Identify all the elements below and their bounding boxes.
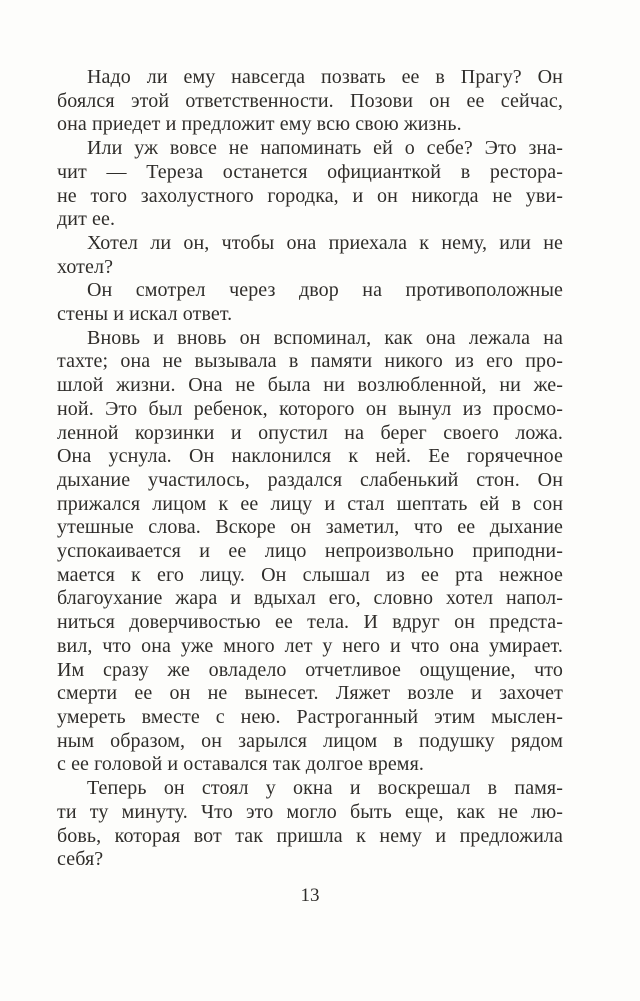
paragraph [57, 327, 563, 777]
paragraph [57, 777, 563, 872]
text-line: Им сразу же овладело отчетливое ощущение, что [57, 658, 563, 681]
text-line: ленной корзинки и опустил на берег своего ложа. [57, 421, 563, 444]
text-line: Надо ли ему навсегда позвать ее в Прагу? Он [87, 66, 563, 88]
paragraph [57, 232, 563, 279]
text-line: дит ее. [57, 208, 116, 231]
text-line: ти ту минуту. Что это могло быть еще, как не лю- [57, 800, 563, 823]
text-line: Вновь и вновь он вспоминал, как она лежала на [87, 326, 563, 349]
text-line: умереть вместе с нею. Растроганный этим мыслен- [57, 705, 563, 728]
text-line: шлой жизни. Она не была ни возлюбленной, ни же- [57, 374, 563, 397]
text-line: она приедет и предложит ему всю свою жизнь. [57, 113, 462, 136]
text-line: прижался лицом к ее лицу и стал шептать ей в сон [57, 492, 563, 515]
text-line: бовь, которая вот так пришла к нему и предложила [57, 824, 563, 847]
text-line: Теперь он стоял у окна и воскрешал в памя- [87, 777, 563, 800]
page-text [57, 66, 563, 872]
paragraph [57, 66, 563, 137]
text-line: ным образом, он зарылся лицом в подушку рядом [57, 729, 563, 752]
text-line: вил, что она уже много лет у него и что она умирает. [57, 634, 563, 657]
text-line: дыхание участилось, раздался слабенький стон. Он [57, 468, 563, 491]
text-line: тахте; она не вызывала в памяти никого из его про- [57, 350, 563, 373]
text-line: ной. Это был ребенок, которого он вынул из просмо- [57, 397, 563, 420]
text-line: не того захолустного городка, и он никогда не уви- [57, 184, 563, 207]
text-line: боялся этой ответственности. Позови он ее сейчас, [57, 89, 563, 112]
text-line: успокаивается и ее лицо непроизвольно приподни- [57, 540, 563, 563]
page-number: 13 [300, 885, 320, 906]
text-line: утешные слова. Вскоре он заметил, что ее дыхание [57, 516, 563, 539]
text-line: Или уж вовсе не напоминать ей о себе? Это зна- [87, 137, 563, 160]
text-line: Хотел ли он, чтобы она приехала к нему, или не [87, 231, 563, 254]
text-line: благоухание жара и вдыхал его, словно хотел напол- [57, 587, 563, 610]
paragraph [57, 137, 563, 232]
text-line: смерти ее он не вынесет. Ляжет возле и захочет [57, 682, 563, 705]
text-line: стены и искал ответ. [57, 303, 233, 326]
text-line: себя? [57, 848, 104, 871]
text-line: Она уснула. Он наклонился к ней. Ее горячечное [57, 445, 563, 468]
text-line: ниться доверчивостью ее тела. И вдруг он предста- [57, 611, 563, 634]
text-line: Он смотрел через двор на противоположные [87, 279, 563, 302]
text-line: с ее головой и оставался так долгое время. [57, 753, 424, 776]
text-line: чит — Тереза останется официанткой в рестора- [57, 160, 563, 183]
text-line: хотел? [57, 255, 114, 278]
text-line: мается к его лицу. Он слышал из ее рта нежное [57, 563, 563, 586]
paragraph [57, 279, 563, 326]
